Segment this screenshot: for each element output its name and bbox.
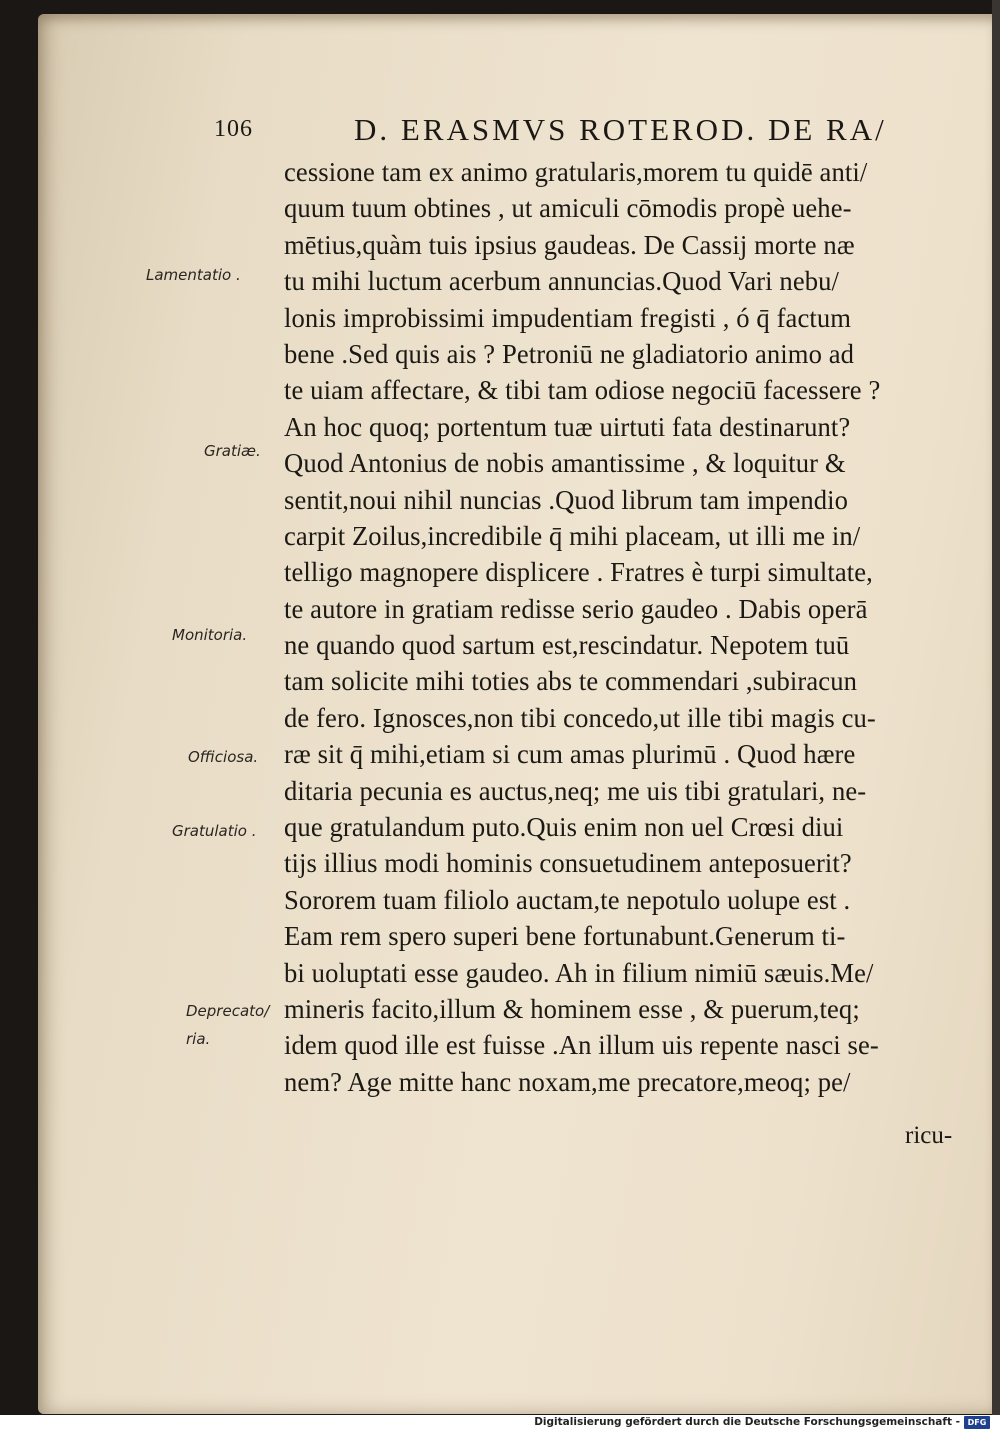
text-line: tam solicite mihi toties abs te commendari ,subiracun <box>284 666 858 697</box>
margin-note-ria: ria. <box>186 1030 211 1048</box>
text-line: de fero. Ignosces,non tibi concedo,ut ille tibi magis cu- <box>284 702 876 733</box>
footer-credit: Digitalisierung gefördert durch die Deutsche Forschungsgemeinschaft - <box>534 1416 960 1428</box>
margin-note-monitoria: Monitoria. <box>172 626 248 644</box>
margin-note-deprecato: Deprecato/ <box>186 1002 270 1020</box>
scan-edge <box>992 0 1000 1415</box>
text-line: Eam rem spero superi bene fortunabunt.Generum ti- <box>284 921 846 952</box>
text-line: ræ sit q̄ mihi,etiam si cum amas plurimū . Quod hære <box>284 739 856 770</box>
text-line: Sororem tuam filiolo auctam,te nepotulo uolupe est . <box>284 884 851 915</box>
page-number: 106 <box>214 116 253 142</box>
margin-note-lamentatio: Lamentatio . <box>146 266 241 284</box>
text-line: carpit Zoilus,incredibile q̄ mihi placeam, ut illi me in/ <box>284 520 861 551</box>
text-line: tu mihi luctum acerbum annuncias.Quod Vari nebu/ <box>284 266 840 297</box>
text-line: An hoc quoq; portentum tuæ uirtuti fata destinarunt? <box>284 411 851 442</box>
text-line: Quod Antonius de nobis amantissime , & loquitur & <box>284 448 846 479</box>
margin-note-gratiae: Gratiæ. <box>204 442 261 460</box>
text-line: idem quod ille est fuisse .An illum uis repente nasci se- <box>284 1030 879 1061</box>
running-head: D. ERASMVS ROTEROD. DE RA/ <box>354 112 887 147</box>
text-line: tijs illius modi hominis consuetudinem anteposuerit? <box>284 848 852 879</box>
margin-note-officiosa: Officiosa. <box>188 748 259 766</box>
text-line: te autore in gratiam redisse serio gaudeo . Dabis operā <box>284 593 868 624</box>
text-line: telligo magnopere displicere . Fratres è turpi simultate, <box>284 557 873 588</box>
text-line: mineris facito,illum & hominem esse , & puerum,teq; <box>284 993 860 1024</box>
dfg-logo: DFG <box>964 1416 990 1429</box>
text-line: ditaria pecunia es auctus,neq; me uis tibi gratulari, ne- <box>284 775 867 806</box>
text-line: que gratulandum puto.Quis enim non uel Crœsi diui <box>284 812 844 843</box>
text-line: lonis improbissimi impudentiam fregisti , ó q̄ factum <box>284 302 852 333</box>
text-line: quum tuum obtines , ut amiculi cōmodis propè uehe- <box>284 193 852 224</box>
text-line: ne quando quod sartum est,rescindatur. Nepotem tuū <box>284 630 850 661</box>
text-line: cessione tam ex animo gratularis,morem tu quidē anti/ <box>284 157 868 187</box>
text-line: te uiam affectare, & tibi tam odiose negociū facessere ? <box>284 375 881 406</box>
text-line: bene .Sed quis ais ? Petroniū ne gladiatorio animo ad <box>284 338 855 369</box>
text-line: mētius,quàm tuis ipsius gaudeas. De Cassij morte næ <box>284 229 855 260</box>
text-line: nem? Age mitte hanc noxam,me precatore,meoq; pe/ <box>284 1066 851 1097</box>
margin-note-gratulatio: Gratulatio . <box>172 822 257 840</box>
body-text <box>284 154 974 1100</box>
text-line: sentit,noui nihil nuncias .Quod librum tam impendio <box>284 484 849 515</box>
text-line: bi uoluptati esse gaudeo. Ah in filium nimiū sæuis.Me/ <box>284 957 874 988</box>
catchword: ricu- <box>905 1122 953 1149</box>
